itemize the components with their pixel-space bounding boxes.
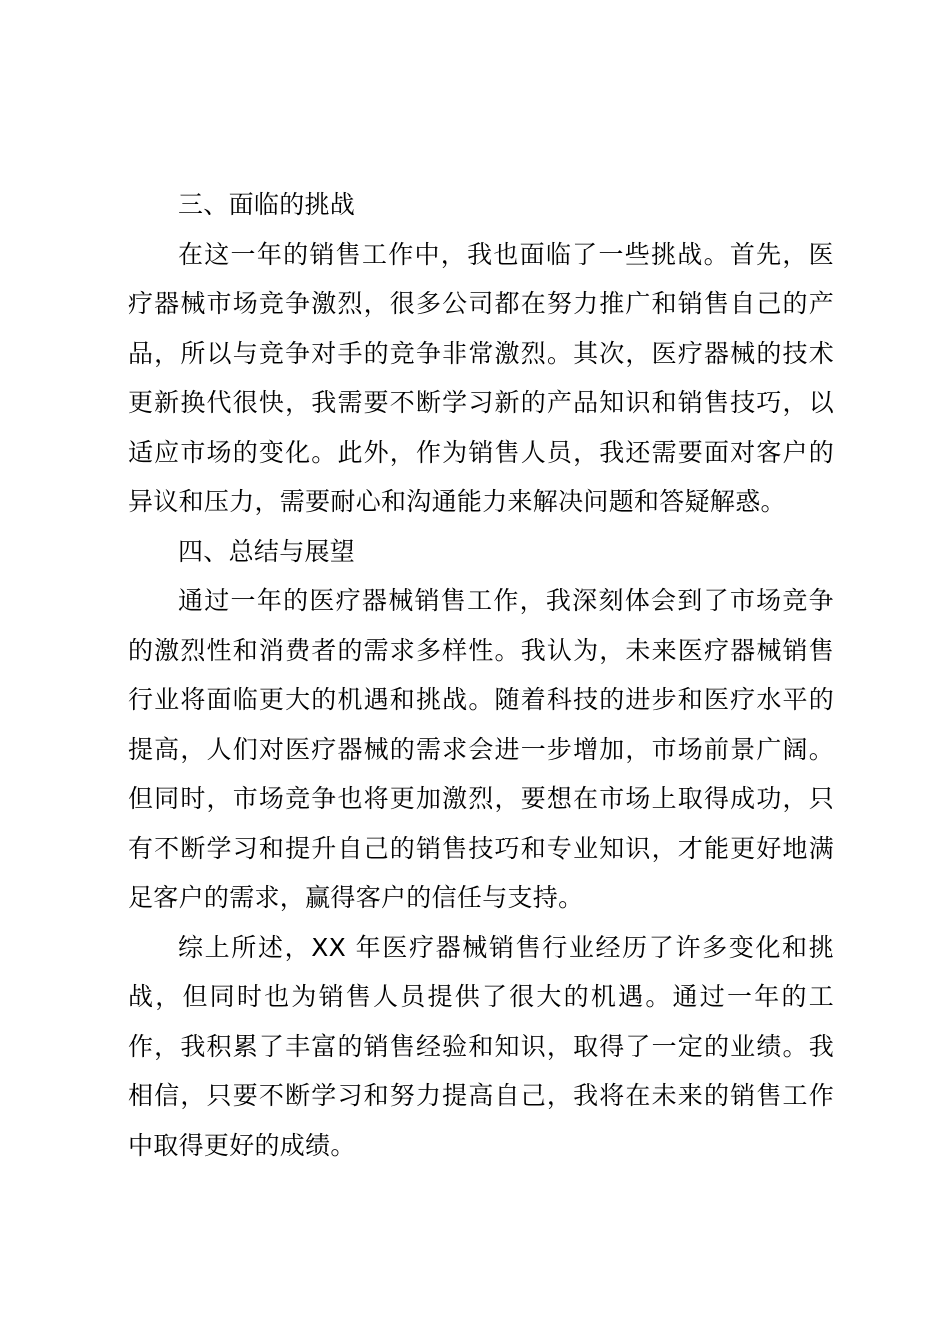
paragraph-challenges: 在这一年的销售工作中，我也面临了一些挑战。首先，医疗器械市场竞争激烈，很多公司都在努力推广和销售自己的产品，所以与竞争对手的竞争非常激烈。其次，医疗器械的技术更新换代很快，我需要不断学习新的产品知识和销售技巧，以适应市场的变化。此外，作为销售人员，我还需要面对客户的异议和压力，需要耐心和沟通能力来解决问题和答疑解惑。: [128, 239, 834, 516]
section-heading-summary: 四、总结与展望: [178, 536, 356, 566]
section-heading-challenges: 三、面临的挑战: [178, 190, 356, 219]
document-body: [128, 180, 834, 1170]
paragraph-summary-outlook: 通过一年的医疗器械销售工作，我深刻体会到了市场竞争的激烈性和消费者的需求多样性。我认为，未来医疗器械销售行业将面临更大的机遇和挑战。随着科技的进步和医疗水平的提高，人们对医疗器械的需求会进一步增加，市场前景广阔。但同时，市场竞争也将更加激烈，要想在市场上取得成功，只有不断学习和提升自己的销售技巧和专业知识，才能更好地满足客户的需求，赢得客户的信任与支持。: [128, 586, 834, 912]
paragraph-conclusion: 综上所述，XX 年医疗器械销售行业经历了许多变化和挑战，但同时也为销售人员提供了很大的机遇。通过一年的工作，我积累了丰富的销售经验和知识，取得了一定的业绩。我相信，只要不断学习和努力提高自己，我将在未来的销售工作中取得更好的成绩。: [128, 932, 834, 1160]
